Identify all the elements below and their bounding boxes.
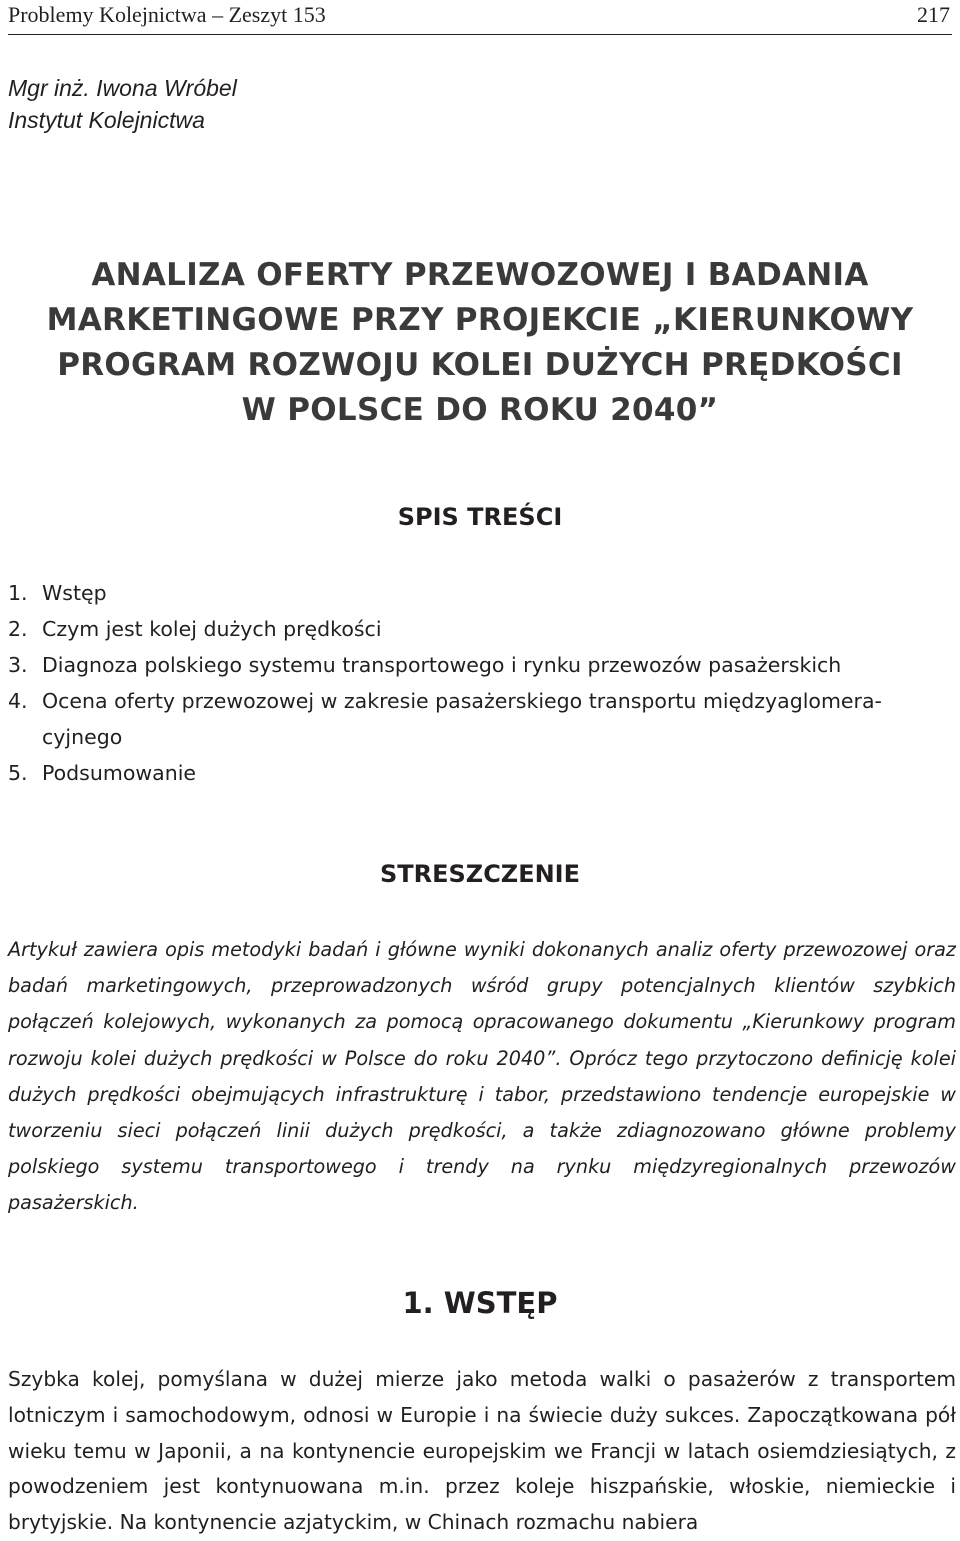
running-header: [8, 0, 952, 35]
article-title: [30, 253, 930, 433]
toc-item-text: Czym jest kolej dużych prędkości: [42, 617, 382, 641]
toc-item-number: 5.: [8, 761, 28, 785]
journal-title: Problemy Kolejnictwa – Zeszyt 153: [8, 2, 326, 27]
toc-item: [8, 647, 953, 683]
toc-item-text: Wstęp: [42, 581, 107, 605]
toc-item: [8, 611, 953, 647]
title-line: ANALIZA OFERTY PRZEWOZOWEJ I BADANIA: [91, 257, 869, 293]
page-number: 217: [917, 2, 950, 27]
toc-item: [8, 575, 953, 611]
toc-item: [8, 683, 953, 755]
title-line: PROGRAM ROZWOJU KOLEI DUŻYCH PRĘDKOŚCI: [57, 347, 903, 383]
toc-item-number: 1.: [8, 581, 28, 605]
abstract-text: Artykuł zawiera opis metodyki badań i główne wyniki dokonanych analiz oferty przewozowej oraz badań marketingowych, przeprowadzonych wśród grupy potencjalnych klientów szybkich połączeń kolejowych, wykonanych za pomocą opracowanego dokumentu „Kierunkowy program rozwoju kolei dużych prędkości w Polsce do roku 2040”. Oprócz tego przytoczono definicję kolei dużych prędkości obejmujących infrastrukturę i tabor, przedstawiono tendencje europejskie w tworzeniu sieci połączeń linii dużych prędkości, a także zdiagnozowano główne problemy polskiego systemu transportowego i trendy na rynku międzyregionalnych przewozów pasażerskich.: [8, 938, 956, 1215]
author-name: Mgr inż. Iwona Wróbel: [8, 75, 237, 101]
introduction-heading: 1. WSTĘP: [402, 1286, 558, 1320]
toc-item-text: Ocena oferty przewozowej w zakresie pasażerskiego transportu międzyaglomera-cyjnego: [42, 689, 882, 749]
toc-heading: SPIS TREŚCI: [397, 503, 563, 531]
toc-item-text: Diagnoza polskiego systemu transportowego i rynku przewozów pasażerskich: [42, 653, 842, 677]
abstract-heading: STRESZCZENIE: [379, 860, 581, 888]
introduction-text: Szybka kolej, pomyślana w dużej mierze jako metoda walki o pasażerów z transportem lotniczym i samochodowym, odnosi w Europie i na świecie duży sukces. Zapoczątkowana pół wieku temu w Japonii, a na kontynencie europejskim we Francji w latach osiemdziesiątych, z powodzeniem jest kontynuowana m.in. przez koleje hiszpańskie, włoskie, niemieckie i brytyjskie. Na kontynencie azjatyckim, w Chinach rozmachu nabiera: [8, 1367, 956, 1535]
author-block: [8, 72, 237, 136]
title-line: W POLSCE DO ROKU 2040”: [241, 392, 719, 428]
toc-item-text: Podsumowanie: [42, 761, 197, 785]
author-affiliation: Instytut Kolejnictwa: [8, 107, 205, 133]
toc-item: [8, 755, 953, 791]
toc-item-number: 2.: [8, 617, 28, 641]
title-line: MARKETINGOWE PRZY PROJEKCIE „KIERUNKOWY: [46, 302, 914, 338]
toc-item-number: 4.: [8, 689, 28, 713]
toc-item-number: 3.: [8, 653, 28, 677]
table-of-contents: [8, 575, 953, 791]
